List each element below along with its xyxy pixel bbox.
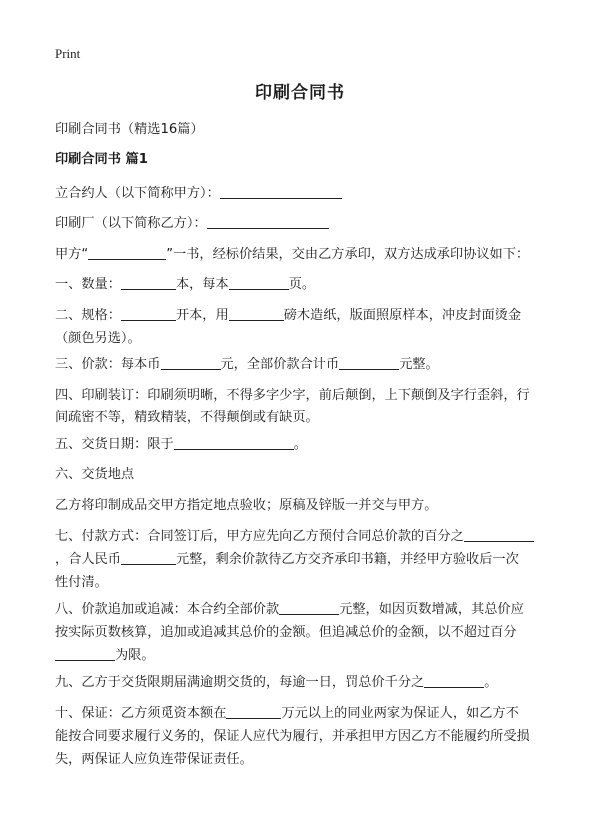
paper-weight-blank: [229, 306, 284, 321]
clause-3-label: 三、价款：每本币: [55, 357, 161, 372]
total-amount-blank: [279, 600, 339, 615]
clause-9-label: 九、乙方于交货限期届满逾期交货的，每逾一日，罚总价千分之: [55, 675, 425, 690]
clause-7: [55, 525, 555, 549]
clause-7-text-2: 元整，剩余价款待乙方交齐承印书籍，并经甲方验收后一次: [175, 552, 519, 567]
clause-6-body: 乙方将印制成品交甲方指定地点验收；原稿及锌版一并交与甲方。: [55, 498, 438, 513]
reduction-percent-blank: [55, 646, 115, 661]
penalty-rate-blank: [424, 673, 484, 688]
clause-2: [55, 304, 555, 328]
clause-6: 六、交货地点: [55, 467, 135, 482]
clause-7-text: ，合人民币: [55, 552, 121, 567]
intro-end: ”一书，经标价结果，交由乙方承印，双方达成承印协议如下：: [166, 247, 530, 262]
clause-8-limit: 为限。: [115, 648, 155, 663]
party-a-line: [55, 182, 555, 206]
total-price-blank: [339, 355, 399, 370]
clause-10-label: 十、保证：乙方须觅资本额在: [55, 706, 227, 721]
clause-1: [55, 273, 555, 297]
clause-3-end: 元整。: [399, 357, 439, 372]
party-b-line: [55, 212, 555, 236]
clause-8: [55, 598, 555, 622]
format-blank: [121, 306, 176, 321]
clause-2-text-2: 磅木造纸，版面照原样本，冲皮封面烫金: [283, 308, 522, 323]
clause-5-end: 。: [293, 437, 307, 452]
clause-10-text: 万元以上的同业两家为保证人，如乙方不: [281, 706, 519, 721]
clause-2-label: 二、规格：: [55, 308, 121, 323]
section-heading: 印刷合同书 篇1: [55, 152, 148, 167]
delivery-date-blank: [174, 435, 294, 450]
clause-1-text: 本，每本: [175, 277, 229, 292]
intro-line: [55, 243, 555, 267]
doc-subtitle: 印刷合同书（精选16篇）: [55, 122, 204, 137]
clause-8-end: [55, 644, 555, 668]
prepay-percent-blank: [464, 527, 534, 542]
clause-10-end: 失，两保证人应负连带保证责任。: [55, 752, 253, 767]
clause-3: [55, 353, 555, 377]
clause-7-cont: [55, 548, 555, 572]
clause-8-cont: 按实际页数核算，追加或追减其总价的金额。但追减总价的金额，以不超过百分: [55, 625, 517, 640]
capital-blank: [226, 704, 281, 719]
clause-5: [55, 433, 555, 457]
clause-5-label: 五、交货日期：限于: [55, 437, 174, 452]
clause-1-end: 页。: [288, 277, 316, 292]
unit-price-blank: [161, 355, 221, 370]
prepay-amount-blank: [121, 550, 176, 565]
clause-3-text: 元，全部价款合计币: [220, 357, 340, 372]
page-title: 印刷合同书: [255, 83, 345, 103]
clause-10: [55, 702, 555, 726]
clause-4: 四、印刷装订：印刷须明晰，不得多字少字，前后颠倒，上下颠倒及字行歪斜，行: [55, 388, 530, 403]
clause-10-cont: 能按合同要求履行义务的，保证人应代为履行，并承担甲方因乙方不能履约所受损: [55, 729, 530, 744]
party-a-blank: [220, 184, 342, 199]
party-b-label: 印刷厂（以下简称乙方）：: [55, 216, 207, 231]
print-link[interactable]: Print: [55, 46, 81, 61]
book-title-blank: [88, 245, 166, 260]
clause-1-label: 一、数量：: [55, 277, 121, 292]
party-a-label: 立合约人（以下简称甲方）：: [55, 186, 220, 201]
clause-8-label: 八、价款追加或追减：本合约全部价款: [55, 602, 280, 617]
clause-7-label: 七、付款方式：合同签订后，甲方应先向乙方预付合同总价款的百分之: [55, 529, 464, 544]
clause-4-cont: 间疏密不等，精致精装，不得颠倒或有缺页。: [55, 410, 319, 425]
clause-8-text: 元整，如因页数增减，其总价应: [339, 602, 524, 617]
pages-blank: [229, 275, 289, 290]
clause-9-end: 。: [484, 675, 498, 690]
clause-2-cont: （颜色另选）。: [55, 331, 141, 346]
clause-9: [55, 671, 555, 695]
intro-start: 甲方“: [55, 247, 89, 262]
clause-7-end: 性付清。: [55, 575, 108, 590]
party-b-blank: [207, 214, 329, 229]
clause-2-text: 开本，用: [175, 308, 229, 323]
quantity-blank: [121, 275, 176, 290]
